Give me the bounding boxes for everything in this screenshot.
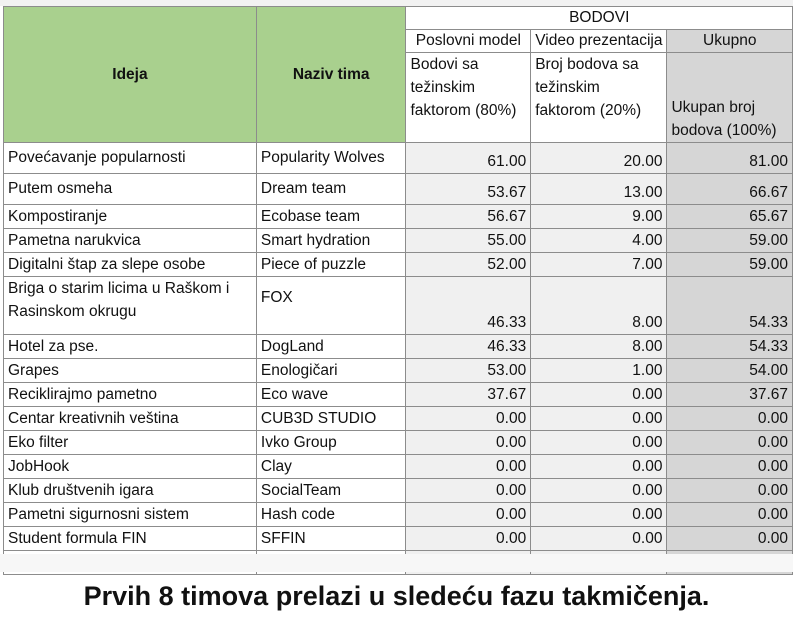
cell-ukupno[interactable]: 0.00: [667, 455, 793, 479]
cell-video[interactable]: 0.00: [531, 383, 667, 407]
cell-video[interactable]: 4.00: [531, 229, 667, 253]
cell-ideja[interactable]: Grapes: [4, 359, 257, 383]
cell-poslovni[interactable]: 46.33: [406, 277, 531, 335]
cell-ideja[interactable]: Briga o starim licima u Raškom i Rasinskom okrugu: [4, 277, 257, 335]
cell-ukupno[interactable]: 54.33: [667, 277, 793, 335]
cell-tim[interactable]: SocialTeam: [256, 479, 406, 503]
table-row: [4, 253, 793, 277]
results-table: [3, 6, 793, 575]
cell-ideja[interactable]: Eko filter: [4, 431, 257, 455]
table-row: [4, 527, 793, 551]
cell-tim[interactable]: FOX: [256, 277, 406, 335]
footer-note: Prvih 8 timova prelazi u sledeću fazu takmičenja.: [83, 581, 710, 611]
cell-ideja[interactable]: Povećavanje popularnosti: [4, 143, 257, 174]
header-row-1: [4, 7, 793, 30]
table-row: [4, 143, 793, 174]
cell-video[interactable]: 0.00: [531, 431, 667, 455]
cell-ideja[interactable]: Klub društvenih igara: [4, 479, 257, 503]
cell-poslovni[interactable]: 37.67: [406, 383, 531, 407]
table-row: [4, 229, 793, 253]
cell-poslovni[interactable]: 46.33: [406, 335, 531, 359]
cell-ideja[interactable]: Pametni sigurnosni sistem: [4, 503, 257, 527]
cell-video[interactable]: 9.00: [531, 205, 667, 229]
table-row: [4, 383, 793, 407]
cell-tim[interactable]: Dream team: [256, 174, 406, 205]
cell-poslovni[interactable]: 0.00: [406, 431, 531, 455]
cell-tim[interactable]: Popularity Wolves: [256, 143, 406, 174]
subheader-video[interactable]: Broj bodova sa težinskim faktorom (20%): [531, 53, 667, 143]
cell-ukupno[interactable]: 59.00: [667, 253, 793, 277]
cell-ukupno[interactable]: 66.67: [667, 174, 793, 205]
cell-poslovni[interactable]: 0.00: [406, 503, 531, 527]
cell-tim[interactable]: Smart hydration: [256, 229, 406, 253]
table-row: [4, 359, 793, 383]
header-naziv-tima[interactable]: Naziv tima: [256, 7, 406, 143]
cell-ideja[interactable]: Student formula FIN: [4, 527, 257, 551]
cell-video[interactable]: 0.00: [531, 527, 667, 551]
cell-ukupno[interactable]: 0.00: [667, 407, 793, 431]
cell-ukupno[interactable]: 54.00: [667, 359, 793, 383]
cell-poslovni[interactable]: 53.00: [406, 359, 531, 383]
header-video-prezentacija[interactable]: Video prezentacija: [531, 30, 667, 53]
cell-tim[interactable]: Enologičari: [256, 359, 406, 383]
cell-video[interactable]: 1.00: [531, 359, 667, 383]
cell-ideja[interactable]: Digitalni štap za slepe osobe: [4, 253, 257, 277]
cell-ideja[interactable]: Hotel za pse.: [4, 335, 257, 359]
subheader-poslovni[interactable]: Bodovi sa težinskim faktorom (80%): [406, 53, 531, 143]
cell-ukupno[interactable]: 65.67: [667, 205, 793, 229]
cell-poslovni[interactable]: 61.00: [406, 143, 531, 174]
table-row: [4, 503, 793, 527]
cell-poslovni[interactable]: 0.00: [406, 479, 531, 503]
cell-video[interactable]: 13.00: [531, 174, 667, 205]
header-ukupno[interactable]: Ukupno: [667, 30, 793, 53]
cell-video[interactable]: 8.00: [531, 277, 667, 335]
cell-ukupno[interactable]: 54.33: [667, 335, 793, 359]
cell-ideja[interactable]: Kompostiranje: [4, 205, 257, 229]
cell-ukupno[interactable]: 0.00: [667, 503, 793, 527]
cell-poslovni[interactable]: 52.00: [406, 253, 531, 277]
cell-tim[interactable]: Clay: [256, 455, 406, 479]
cell-ukupno[interactable]: 37.67: [667, 383, 793, 407]
table-row: [4, 335, 793, 359]
cell-tim[interactable]: DogLand: [256, 335, 406, 359]
cell-video[interactable]: 20.00: [531, 143, 667, 174]
cell-tim[interactable]: Piece of puzzle: [256, 253, 406, 277]
table-row: [4, 455, 793, 479]
header-poslovni-model[interactable]: Poslovni model: [406, 30, 531, 53]
cell-ukupno[interactable]: 0.00: [667, 527, 793, 551]
table-row: [4, 205, 793, 229]
table-row: [4, 431, 793, 455]
cell-video[interactable]: 8.00: [531, 335, 667, 359]
cell-ukupno[interactable]: 81.00: [667, 143, 793, 174]
cell-poslovni[interactable]: 0.00: [406, 455, 531, 479]
cell-tim[interactable]: CUB3D STUDIO: [256, 407, 406, 431]
cell-ukupno[interactable]: 59.00: [667, 229, 793, 253]
cell-ideja[interactable]: Centar kreativnih veština: [4, 407, 257, 431]
cell-tim[interactable]: Ivko Group: [256, 431, 406, 455]
cell-poslovni[interactable]: 53.67: [406, 174, 531, 205]
cell-video[interactable]: 0.00: [531, 503, 667, 527]
cell-tim[interactable]: Ecobase team: [256, 205, 406, 229]
table-row: [4, 407, 793, 431]
cell-video[interactable]: 0.00: [531, 479, 667, 503]
table-row: [4, 277, 793, 335]
header-bodovi[interactable]: BODOVI: [406, 7, 793, 30]
cell-ukupno[interactable]: 0.00: [667, 479, 793, 503]
cell-tim[interactable]: Eco wave: [256, 383, 406, 407]
subheader-ukupno[interactable]: Ukupan broj bodova (100%): [667, 53, 793, 143]
cell-poslovni[interactable]: 0.00: [406, 527, 531, 551]
table-row: [4, 479, 793, 503]
cell-ideja[interactable]: Putem osmeha: [4, 174, 257, 205]
cell-ideja[interactable]: Reciklirajmo pametno: [4, 383, 257, 407]
cell-video[interactable]: 7.00: [531, 253, 667, 277]
cell-tim[interactable]: SFFIN: [256, 527, 406, 551]
header-ideja[interactable]: Ideja: [4, 7, 257, 143]
table-row: [4, 174, 793, 205]
cell-video[interactable]: 0.00: [531, 407, 667, 431]
cell-poslovni[interactable]: 0.00: [406, 407, 531, 431]
cell-poslovni[interactable]: 55.00: [406, 229, 531, 253]
cell-ideja[interactable]: Pametna narukvica: [4, 229, 257, 253]
cell-poslovni[interactable]: 56.67: [406, 205, 531, 229]
cell-ukupno[interactable]: 0.00: [667, 431, 793, 455]
cell-ideja[interactable]: JobHook: [4, 455, 257, 479]
empty-row-strip: [0, 554, 793, 572]
cell-video[interactable]: 0.00: [531, 455, 667, 479]
cell-tim[interactable]: Hash code: [256, 503, 406, 527]
